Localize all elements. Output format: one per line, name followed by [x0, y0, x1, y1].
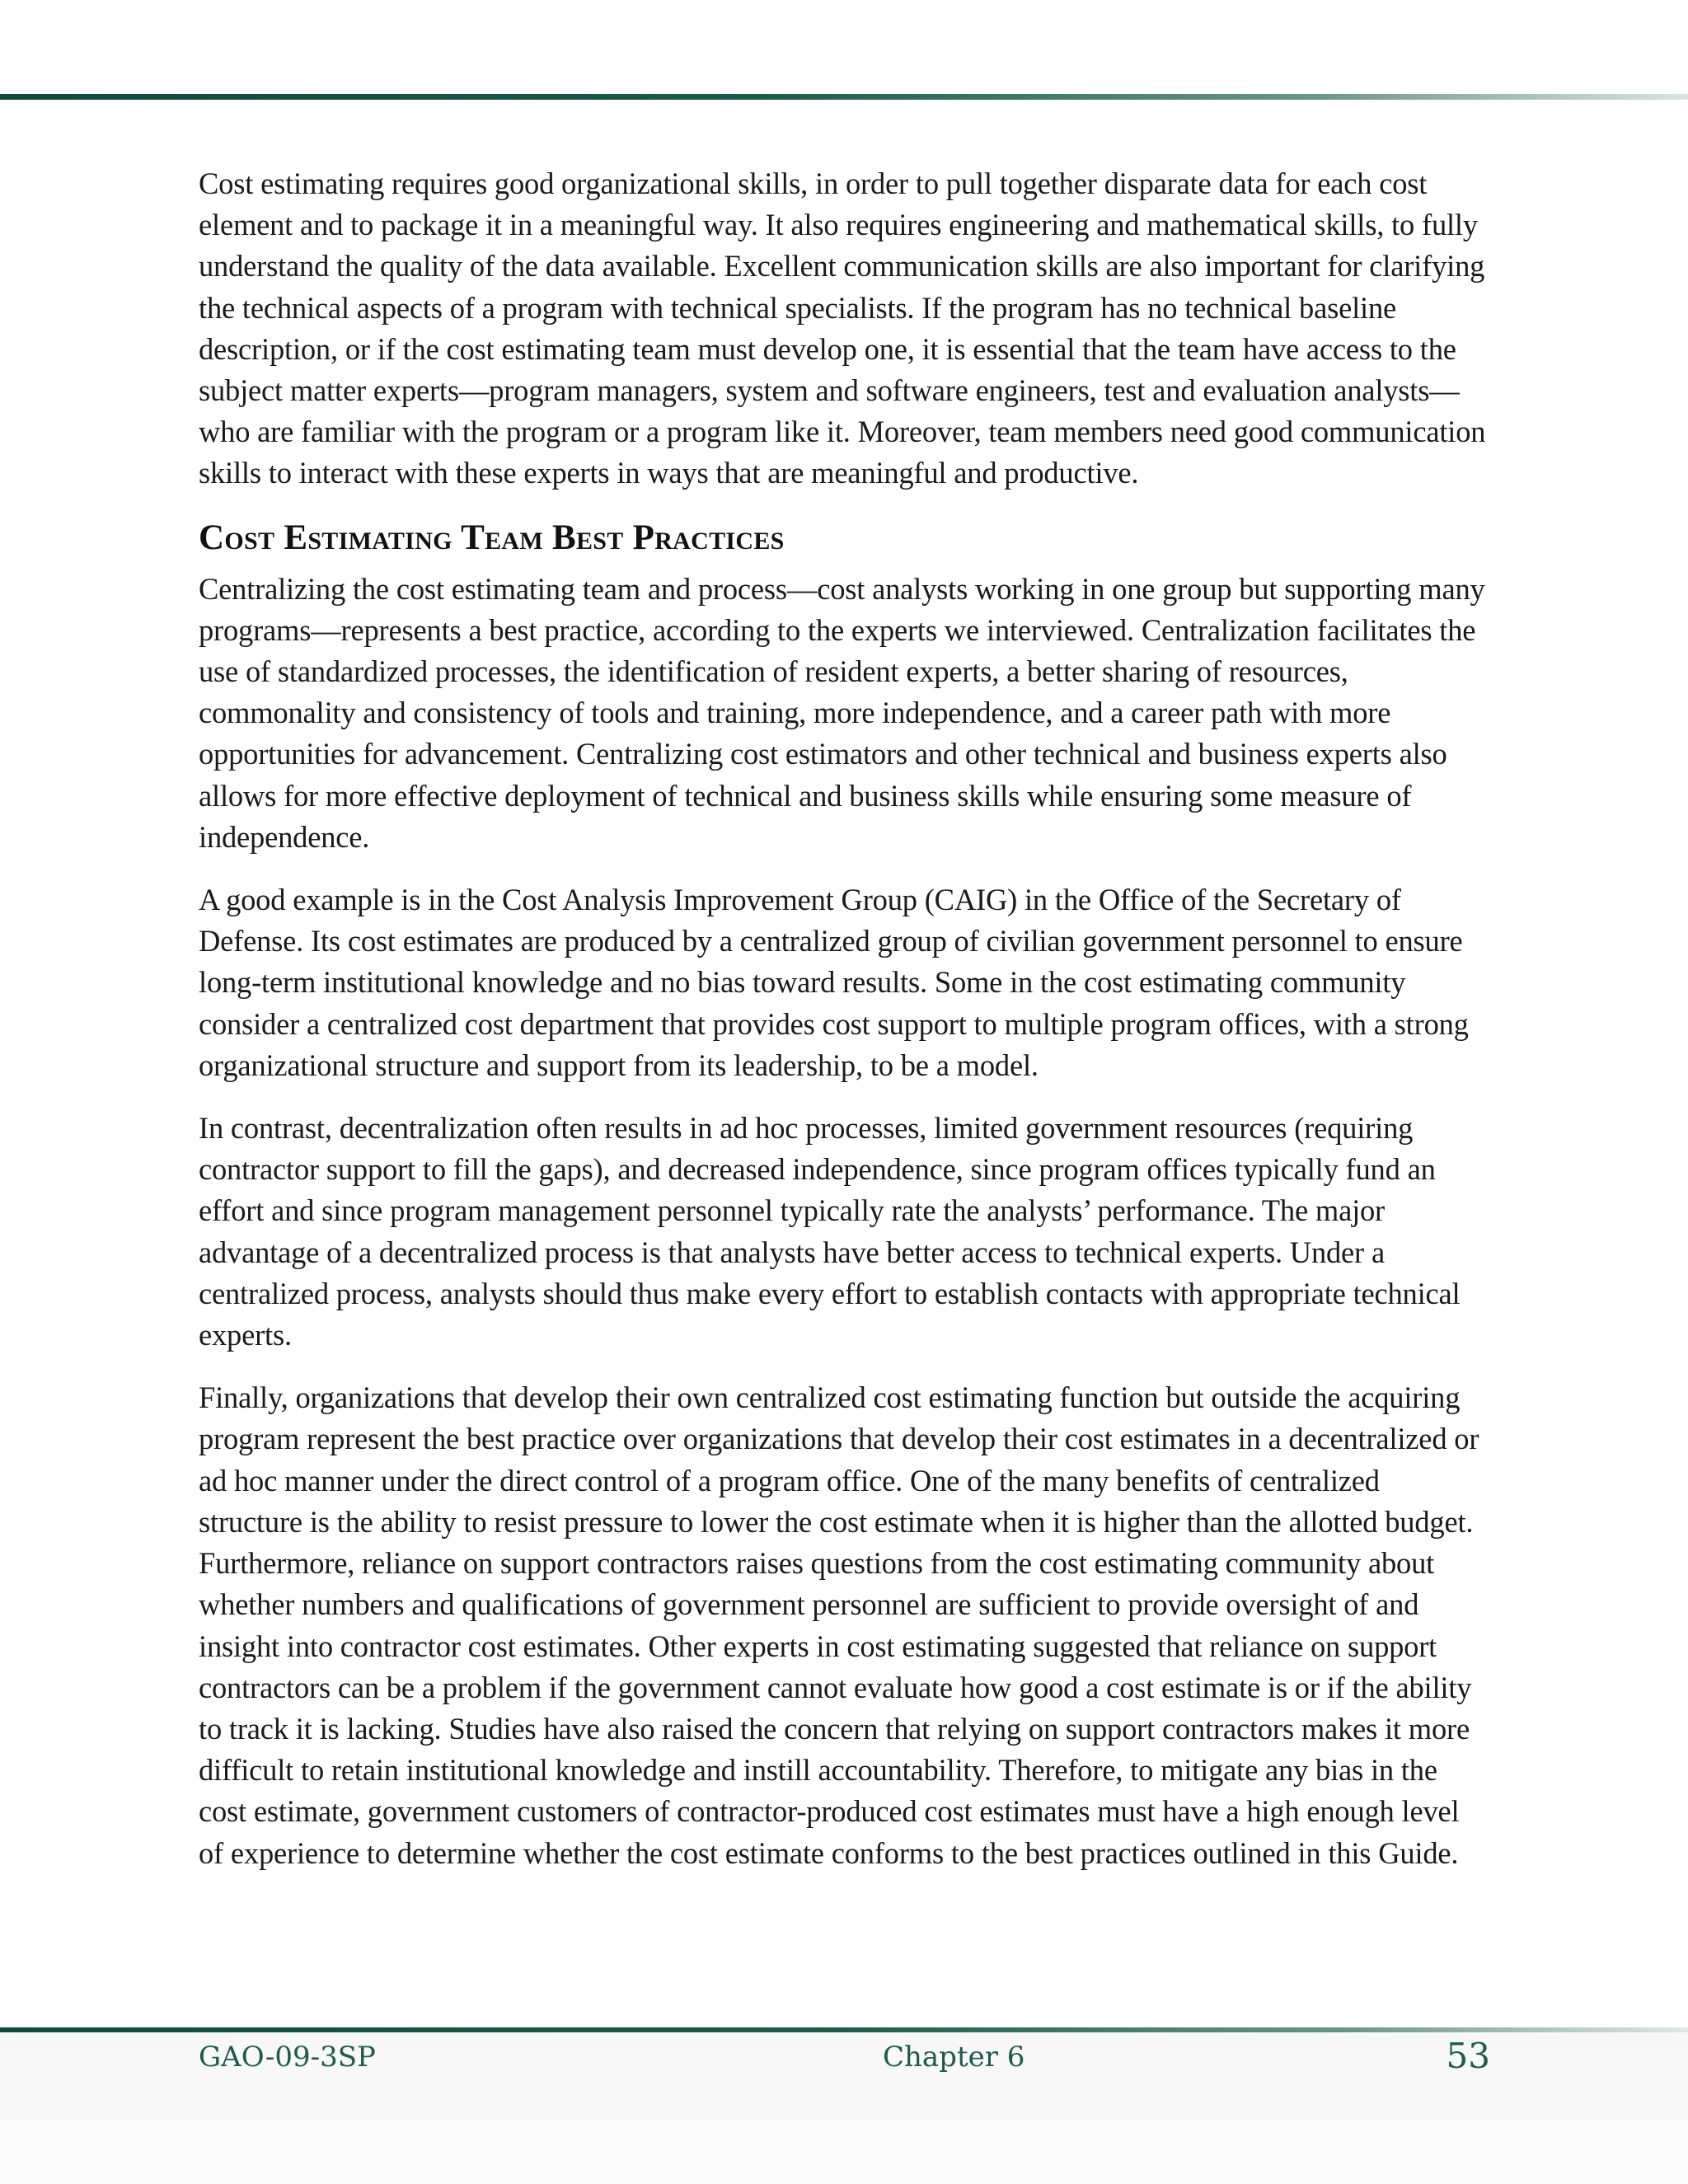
paragraph-finally: Finally, organizations that develop their own centralized cost estimating function but outside the acquiring program represent the best practice over organizations that develop their cost estimates in a decentralized or ad hoc manner under the direct control of a program office. One of the many benefits of centralized structure is the ability to resist pressure to lower the cost estimate when it is higher than the allotted budget. Furthermore, reliance on support contractors raises questions from the cost estimating community about whether numbers and qualifications of government personnel are sufficient to provide oversight of and insight into contractor cost estimates. Other experts in cost estimating suggested that reliance on support contractors can be a problem if the government cannot evaluate how good a cost estimate is or if the ability to track it is lacking. Studies have also raised the concern that relying on support contractors makes it more difficult to retain institutional knowledge and instill accountability. Therefore, to mitigate any bias in the cost estimate, government customers of contractor-produced cost estimates must have a high enough level of experience to determine whether the cost estimate conforms to the best practices outlined in this Guide. [199, 1380, 1479, 1870]
section-heading: Cost Estimating Team Best Practices [199, 518, 785, 557]
footer-page-number: 53 [1446, 2036, 1490, 2076]
top-rule [0, 94, 1688, 100]
paragraph-intro: Cost estimating requires good organizational skills, in order to pull together disparate data for each cost element and to package it in a meaningful way. It also requires engineering and mathematical skills, to fully understand the quality of the data available. Excellent communication skills are also important for clarifying the technical aspects of a program with technical specialists. If the program has no technical baseline description, or if the cost estimating team must develop one, it is essential that the team have access to the subject matter experts—program managers, system and software engineers, test and evaluation analysts—who are familiar with the program or a program like it. Moreover, team members need good communication skills to interact with these experts in ways that are meaningful and productive. [199, 166, 1486, 490]
paragraph-centralizing: Centralizing the cost estimating team and process—cost analysts working in one group but supporting many programs—represents a best practice, according to the experts we interviewed. Centralization facilitates the use of standardized processes, the identification of resident experts, a better sharing of resources, commonality and consistency of tools and training, more independence, and a career path with more opportunities for advancement. Centralizing cost estimators and other technical and business experts also allows for more effective deployment of technical and business skills while ensuring some measure of independence. [199, 571, 1485, 854]
paragraph-decentralization: In contrast, decentralization often results in ad hoc processes, limited government resources (requiring contractor support to fill the gaps), and decreased independence, since program offices typically fund an effort and since program management personnel typically rate the analysts’ performance. The major advantage of a decentralized process is that analysts have better access to technical experts. Under a centralized process, analysts should thus make every effort to establish contacts with appropriate technical experts. [199, 1111, 1461, 1352]
paragraph-caig-example: A good example is in the Cost Analysis Improvement Group (CAIG) in the Office of the Secretary of Defense. Its cost estimates are produced by a centralized group of civilian government personnel to ensure long-term institutional knowledge and no bias toward results. Some in the cost estimating community consider a centralized cost department that provides cost support to multiple program offices, with a strong organizational structure and support from its leadership, to be a model. [199, 883, 1469, 1082]
page-content [199, 163, 1489, 1896]
footer-chapter: Chapter 6 [883, 2041, 1025, 2074]
footer-report-id: GAO-09-3SP [199, 2041, 376, 2074]
